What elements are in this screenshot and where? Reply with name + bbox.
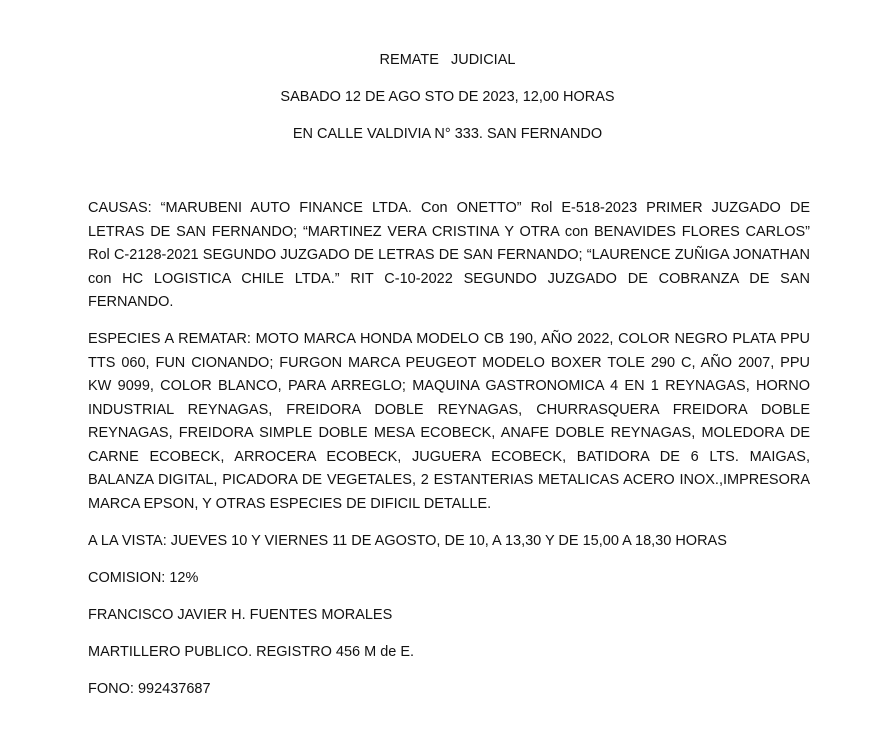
auction-date: SABADO 12 DE AGO STO DE 2023, 12,00 HORAS xyxy=(280,89,615,105)
martillero-name: FRANCISCO JAVIER H. FUENTES MORALES xyxy=(88,607,393,623)
comision-line: COMISION: 12% xyxy=(88,570,199,586)
document-title: REMATE JUDICIAL xyxy=(379,52,516,68)
especies-paragraph: ESPECIES A REMATAR: MOTO MARCA HONDA MODELO CB 190, AÑO 2022, COLOR NEGRO PLATA PPU TTS 060, FUN CIONANDO; FURGON MARCA PEUGEOT MODELO BOXER TOLE 290 C, AÑO 2007, PPU KW 9099, COLOR BLANCO, PARA ARREGLO; MAQUINA GASTRONOMICA 4 EN 1 REYNAGAS, HORNO INDUSTRIAL REYNAGAS, FREIDORA DOBLE REYNAGAS, CHURRASQUERA FREIDORA DOBLE REYNAGAS, FREIDORA SIMPLE DOBLE MESA ECOBECK, ANAFE DOBLE REYNAGAS, MOLEDORA DE CARNE ECOBECK, ARROCERA ECOBECK, JUGUERA ECOBECK, BATIDORA DE 6 LTS. MAIGAS, BALANZA DIGITAL, PICADORA DE VEGETALES, 2 ESTANTERIAS METALICAS ACERO INOX.,IMPRESORA MARCA EPSON, Y OTRAS ESPECIES DE DIFICIL DETALLE. xyxy=(88,331,810,512)
auction-location: EN CALLE VALDIVIA N° 333. SAN FERNANDO xyxy=(292,126,603,142)
causas-paragraph: CAUSAS: “MARUBENI AUTO FINANCE LTDA. Con ONETTO” Rol E-518-2023 PRIMER JUZGADO DE LETRAS DE SAN FERNANDO; “MARTINEZ VERA CRISTINA Y OTRA con BENAVIDES FLORES CARLOS” Rol C-2128-2021 SEGUNDO JUZGADO DE LETRAS DE SAN FERNANDO; “LAURENCE ZUÑIGA JONATHAN con HC LOGISTICA CHILE LTDA.” RIT C-10-2022 SEGUNDO JUZGADO DE COBRANZA DE SAN FERNANDO. xyxy=(88,200,810,310)
martillero-registro: MARTILLERO PUBLICO. REGISTRO 456 M de E. xyxy=(88,644,415,660)
vista-line: A LA VISTA: JUEVES 10 Y VIERNES 11 DE AGOSTO, DE 10, A 13,30 Y DE 15,00 A 18,30 HORAS xyxy=(88,533,727,549)
phone-line: FONO: 992437687 xyxy=(88,681,211,697)
